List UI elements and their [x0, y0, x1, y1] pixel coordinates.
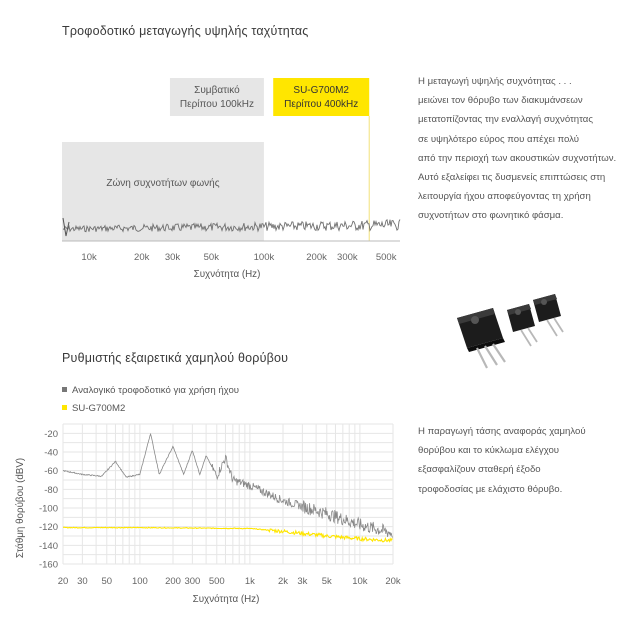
paragraph-line: συχνοτήτων στο φωνητικό φάσμα.	[418, 210, 564, 222]
x-axis-label: Συχνότητα (Hz)	[193, 269, 261, 280]
paragraph-line: θορύβου και το κύκλωμα ελέγχου	[418, 445, 560, 457]
paragraph-line: Η μεταγωγή υψηλής συχνότητας . . .	[418, 76, 572, 87]
x-tick-label: 20k	[385, 576, 401, 587]
x-tick-label: 20	[57, 576, 69, 587]
section2-title: Ρυθμιστής εξαιρετικά χαμηλού θορύβου	[62, 351, 289, 365]
x-tick-label: 3k	[297, 576, 308, 587]
paragraph-line: μειώνει τον θόρυβο των διακυμάνσεων	[418, 95, 583, 107]
paragraph-line: σε υψηλότερο εύρος που απέχει πολύ	[418, 133, 579, 145]
conventional-annotation-line2: Περίπου 100kHz	[179, 99, 254, 110]
x-tick-label: 100k	[253, 252, 275, 263]
paragraph-line: από την περιοχή των ακουστικών συχνοτήτων.	[418, 152, 617, 164]
y-tick-label: -100	[38, 503, 58, 515]
x-tick-label: 10k	[352, 576, 368, 587]
x-tick-label: 300	[184, 576, 201, 587]
x-tick-label: 200k	[306, 252, 327, 263]
x-tick-label: 50	[101, 576, 113, 587]
paragraph-line: λειτουργία ήχου αποφεύγοντας τη χρήση	[418, 191, 591, 203]
paragraph-line: Η παραγωγή τάσης αναφοράς χαμηλού	[418, 426, 586, 437]
x-tick-label: 2k	[277, 576, 289, 587]
y-tick-label: -60	[44, 466, 58, 478]
x-tick-label: 500k	[375, 252, 397, 263]
x-axis-label: Συχνότητα (Hz)	[192, 594, 260, 605]
section1-title: Τροφοδοτικό μεταγωγής υψηλής ταχύτητας	[62, 24, 309, 38]
conventional-annotation-line1: Συμβατικό	[194, 85, 240, 96]
su-g700m2-annotation-line2: Περίπου 400kHz	[284, 99, 359, 110]
section2-paragraph	[418, 422, 586, 499]
legend-label: Αναλογικό τροφοδοτικό για χρήση ήχου	[72, 385, 240, 396]
x-tick-label: 100	[131, 576, 148, 587]
x-tick-label: 30	[77, 576, 88, 587]
y-tick-label: -160	[38, 559, 58, 571]
y-tick-label: -20	[44, 428, 58, 440]
x-tick-label: 500	[208, 576, 225, 587]
paragraph-line: εξασφαλίζουν σταθερή έξοδο	[418, 464, 541, 476]
paragraph-line: μετατοπίζοντας την εναλλαγή συχνότητας	[418, 114, 593, 126]
x-tick-label: 10k	[81, 252, 97, 263]
paragraph-line: τροφοδοσίας με ελάχιστο θόρυβο.	[418, 483, 563, 495]
su-g700m2-annotation-line1: SU-G700M2	[293, 85, 349, 96]
x-tick-label: 1k	[244, 576, 255, 587]
x-tick-label: 5k	[321, 576, 332, 587]
y-tick-label: -140	[38, 540, 58, 552]
x-tick-label: 30k	[164, 252, 181, 263]
x-tick-label: 20k	[134, 252, 150, 263]
y-tick-label: -120	[38, 522, 58, 534]
x-tick-label: 300k	[337, 252, 358, 263]
y-tick-label: -80	[44, 484, 58, 496]
x-tick-label: 200	[165, 576, 181, 587]
voice-band-label: Ζώνη συχνοτήτων φωνής	[106, 178, 220, 189]
y-axis-label: Στάθμη θορύβου (dBV)	[15, 457, 26, 559]
y-tick-label: -40	[44, 447, 58, 459]
legend-label: SU-G700M2	[72, 403, 126, 414]
paragraph-line: Αυτό εξαλείφει τις δυσμενείς επιπτώσεις στη	[418, 172, 606, 184]
x-tick-label: 50k	[203, 252, 219, 263]
